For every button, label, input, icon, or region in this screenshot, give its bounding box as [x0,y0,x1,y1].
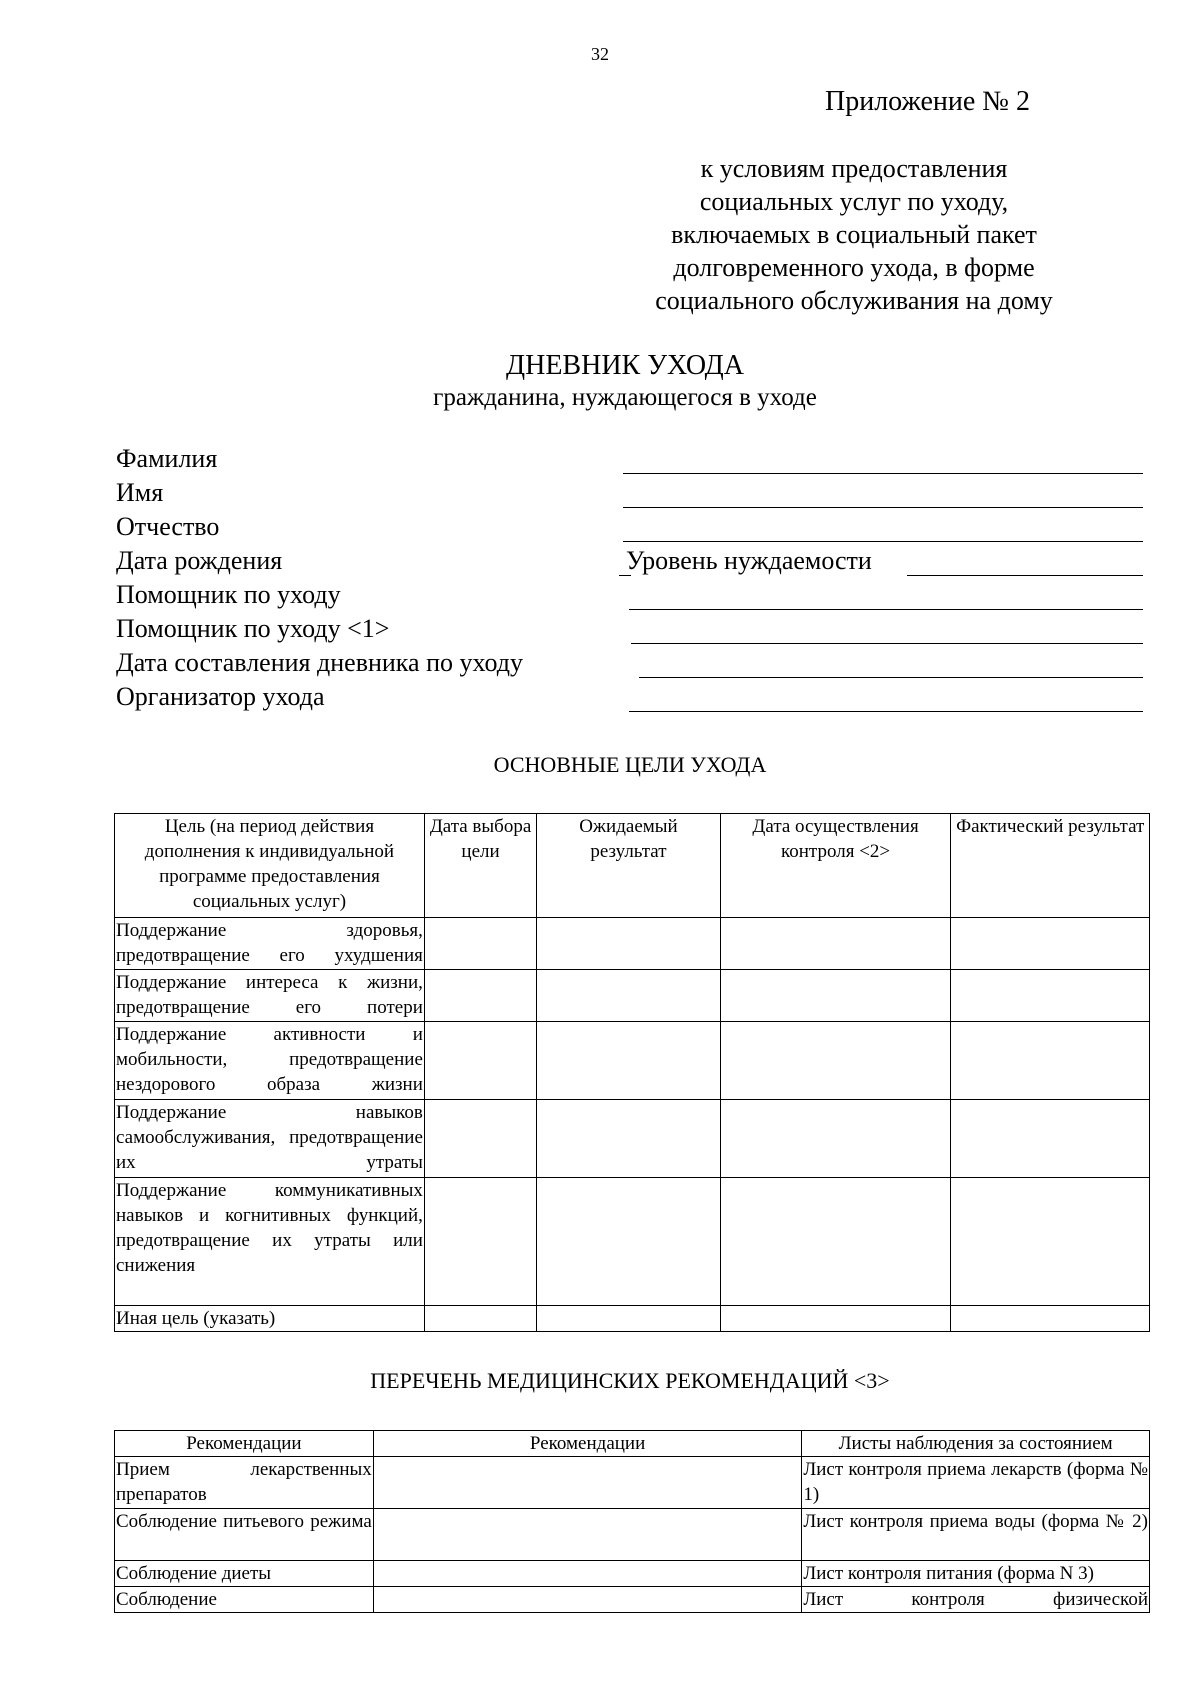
goal-cell: Поддержание коммуникативных навыков и когнитивных функций, предотвращение их утраты или снижения [115,1178,425,1306]
recommendation-cell: Прием лекарственных препаратов [115,1457,374,1509]
empty-cell[interactable] [373,1561,802,1587]
field-patronymic [116,512,1143,546]
empty-cell[interactable] [537,1178,721,1306]
field-blank-line[interactable] [629,711,1143,712]
column-header: Рекомендации [115,1431,374,1457]
field-blank-line[interactable] [623,541,1143,542]
field-label: Дата рождения [116,546,283,575]
field-care-assistant-1 [116,614,1143,648]
empty-cell[interactable] [424,1022,536,1100]
table-row [115,1509,1150,1561]
empty-cell[interactable] [424,970,536,1022]
goal-cell: Иная цель (указать) [115,1306,425,1332]
empty-cell[interactable] [537,918,721,970]
observation-sheet-cell: Лист контроля физической [802,1587,1150,1613]
appendix-subtitle-line: долговременного ухода, в форме [673,253,1035,282]
field-label: Дата составления дневника по уходу [116,648,523,677]
goals-section-title: ОСНОВНЫЕ ЦЕЛИ УХОДА [493,752,767,777]
med-section-title: ПЕРЕЧЕНЬ МЕДИЦИНСКИХ РЕКОМЕНДАЦИЙ <3> [370,1368,890,1393]
field-label: Отчество [116,512,220,541]
appendix-title: Приложение № 2 [825,86,1030,117]
empty-cell[interactable] [951,1022,1150,1100]
field-blank-line[interactable] [631,643,1143,644]
field-label: Фамилия [116,444,218,473]
table-header-row [115,814,1150,918]
field-care-assistant [116,580,1143,614]
field-label: Имя [116,478,164,507]
column-header: Дата выбора цели [424,814,536,918]
table-row [115,1561,1150,1587]
empty-cell[interactable] [424,918,536,970]
field-diary-date [116,648,1143,682]
empty-cell[interactable] [951,1100,1150,1178]
document-subtitle: гражданина, нуждающегося в уходе [433,384,817,411]
goal-cell: Поддержание здоровья, предотвращение его ухудшения [115,918,425,970]
field-label: Помощник по уходу <1> [116,614,390,643]
goal-cell: Поддержание активности и мобильности, предотвращение нездорового образа жизни [115,1022,425,1100]
empty-cell[interactable] [720,1306,951,1332]
empty-cell[interactable] [537,1022,721,1100]
field-label: Помощник по уходу [116,580,341,609]
goals-table [114,813,1150,1332]
empty-cell[interactable] [720,1178,951,1306]
observation-sheet-cell: Лист контроля питания (форма N 3) [802,1561,1150,1587]
empty-cell[interactable] [537,970,721,1022]
empty-cell[interactable] [537,1100,721,1178]
goal-cell: Поддержание интереса к жизни, предотвращение его потери [115,970,425,1022]
table-header-row [115,1431,1150,1457]
table-row [115,1587,1150,1613]
empty-cell[interactable] [951,970,1150,1022]
empty-cell[interactable] [373,1457,802,1509]
field-birth-date [116,546,1143,580]
field-label: Организатор ухода [116,682,325,711]
appendix-subtitle-line: социальных услуг по уходу, [699,187,1009,216]
empty-cell[interactable] [424,1306,536,1332]
empty-cell[interactable] [720,1100,951,1178]
recommendation-cell: Соблюдение питьевого режима [115,1509,374,1561]
empty-cell[interactable] [373,1587,802,1613]
empty-cell[interactable] [951,1306,1150,1332]
field-blank-line[interactable] [623,507,1143,508]
need-level-label: Уровень нуждаемости [626,546,872,575]
page-number: 32 [591,44,609,64]
table-row [115,1022,1150,1100]
appendix-subtitle-line: включаемых в социальный пакет [671,220,1037,249]
appendix-subtitle-line: социального обслуживания на дому [655,286,1053,315]
field-name [116,478,1143,512]
document-title: ДНЕВНИК УХОДА [506,350,744,381]
empty-cell[interactable] [537,1306,721,1332]
med-table [114,1430,1150,1613]
empty-cell[interactable] [720,970,951,1022]
table-row [115,1306,1150,1332]
recommendation-cell: Соблюдение [115,1587,374,1613]
table-row [115,970,1150,1022]
empty-cell[interactable] [424,1178,536,1306]
table-row [115,1457,1150,1509]
need-level-blank-line[interactable] [907,575,1143,576]
field-care-organizer [116,682,1143,716]
column-header: Фактический результат [951,814,1150,918]
column-header: Дата осуществления контроля <2> [720,814,951,918]
empty-cell[interactable] [373,1509,802,1561]
field-blank-line[interactable] [623,473,1143,474]
goal-cell: Поддержание навыков самообслуживания, предотвращение их утраты [115,1100,425,1178]
observation-sheet-cell: Лист контроля приема лекарств (форма № 1) [802,1457,1150,1509]
empty-cell[interactable] [951,918,1150,970]
column-header: Рекомендации [373,1431,802,1457]
empty-cell[interactable] [720,1022,951,1100]
table-row [115,1178,1150,1306]
appendix-subtitle-line: к условиям предоставления [700,154,1008,183]
empty-cell[interactable] [424,1100,536,1178]
recommendation-cell: Соблюдение диеты [115,1561,374,1587]
empty-cell[interactable] [720,918,951,970]
table-row [115,1100,1150,1178]
field-blank-line[interactable] [629,609,1143,610]
column-header: Ожидаемый результат [537,814,721,918]
appendix-subtitle [614,152,1094,317]
column-header: Цель (на период действия дополнения к индивидуальной программе предоставления социальных услуг) [115,814,425,918]
column-header: Листы наблюдения за состоянием [802,1431,1150,1457]
table-row [115,918,1150,970]
observation-sheet-cell: Лист контроля приема воды (форма № 2) [802,1509,1150,1561]
field-surname [116,444,1143,478]
field-blank-line[interactable] [639,677,1143,678]
empty-cell[interactable] [951,1178,1150,1306]
